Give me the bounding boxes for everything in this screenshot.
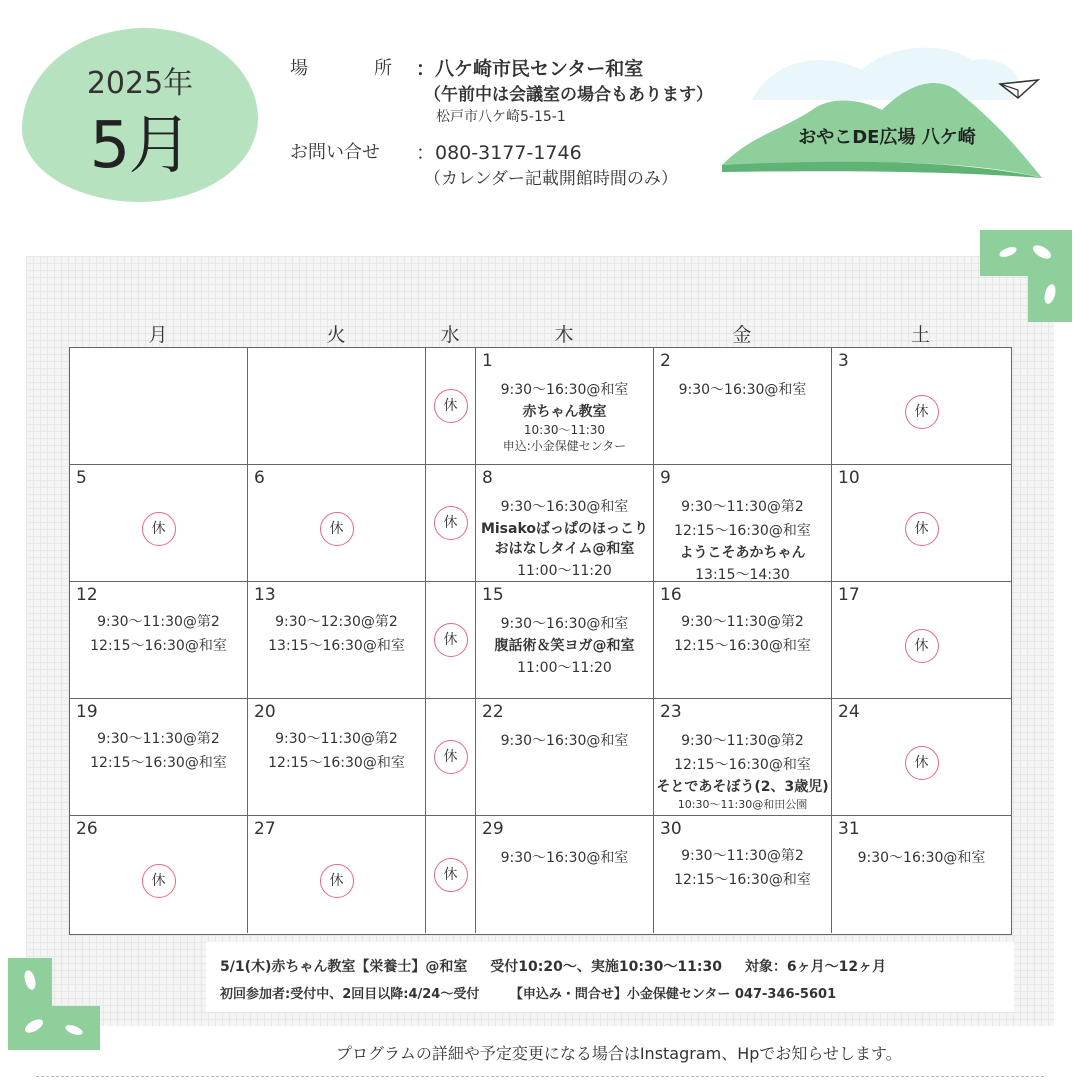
calendar-day-cell — [248, 699, 426, 816]
day-number: 1 — [482, 351, 493, 371]
calendar-day-cell — [248, 816, 426, 933]
day-number: 6 — [254, 468, 265, 488]
schedule-lines — [654, 378, 831, 402]
schedule-line: 9:30〜16:30@和室 — [500, 616, 629, 632]
weekday-fri: 金 — [732, 324, 752, 346]
calendar-grid — [69, 347, 1012, 935]
schedule-line: Misakoばっぱのほっこり — [480, 521, 649, 537]
calendar-day-cell — [654, 582, 832, 699]
schedule-lines — [476, 378, 653, 454]
schedule-line: 9:30〜16:30@和室 — [500, 733, 629, 749]
day-number: 13 — [254, 585, 276, 605]
day-number: 3 — [838, 351, 849, 371]
schedule-lines — [248, 727, 425, 775]
calendar-day-cell — [248, 348, 426, 465]
schedule-line: 13:15〜14:30 — [695, 567, 790, 583]
schedule-line: 申込:小金保健センター — [502, 439, 627, 453]
schedule-line: 12:15〜16:30@和室 — [90, 755, 227, 771]
calendar-day-cell — [476, 465, 654, 582]
closed-badge: 休 — [905, 512, 939, 546]
day-number: 17 — [838, 585, 860, 605]
closed-badge: 休 — [905, 395, 939, 429]
calendar-day-cell — [832, 465, 1011, 582]
weekday-thu: 木 — [554, 324, 574, 346]
day-number: 8 — [482, 468, 493, 488]
month-label: 5月 — [89, 109, 191, 183]
closed-badge: 休 — [142, 864, 176, 898]
contact-phone: ：080-3177-1746 — [416, 142, 582, 164]
calendar-day-cell — [248, 582, 426, 699]
closed-badge: 休 — [142, 512, 176, 546]
schedule-lines — [70, 610, 247, 658]
day-number: 19 — [76, 702, 98, 722]
weekday-tue: 火 — [326, 324, 346, 346]
closed-badge: 休 — [434, 740, 468, 774]
calendar-day-cell — [832, 348, 1011, 465]
notice-reception: 初回参加者:受付中、2回目以降:4/24〜受付 — [220, 987, 480, 1002]
calendar-day-cell — [426, 465, 476, 582]
calendar-day-cell — [426, 348, 476, 465]
divider — [36, 1076, 1044, 1077]
notice-line-2 — [220, 983, 862, 1002]
schedule-line: 9:30〜11:30@第2 — [97, 614, 220, 630]
leaf-decoration-icon — [980, 230, 1072, 322]
schedule-line: 12:15〜16:30@和室 — [674, 757, 811, 773]
calendar-day-cell — [654, 465, 832, 582]
day-number: 22 — [482, 702, 504, 722]
weekday-mon: 月 — [148, 324, 168, 346]
logo-text: おやこDE広場 八ケ崎 — [798, 127, 976, 148]
notice-contact: 【申込み・問合せ】小金保健センター 047-346-5601 — [509, 987, 837, 1002]
schedule-line: 13:15〜16:30@和室 — [268, 638, 405, 654]
schedule-line: 12:15〜16:30@和室 — [674, 638, 811, 654]
closed-badge: 休 — [905, 629, 939, 663]
address: 松戸市八ケ崎5-15-1 — [436, 109, 566, 125]
calendar-day-cell — [70, 699, 248, 816]
schedule-lines — [654, 610, 831, 658]
day-number: 27 — [254, 819, 276, 839]
calendar-day-cell — [70, 348, 248, 465]
notice-time: 受付10:20〜、実施10:30〜11:30 — [490, 959, 722, 975]
schedule-lines — [476, 846, 653, 870]
day-number: 24 — [838, 702, 860, 722]
schedule-line: 9:30〜11:30@第2 — [275, 731, 398, 747]
day-number: 2 — [660, 351, 671, 371]
location-value: ：八ケ崎市民センター和室 — [416, 58, 644, 80]
closed-badge: 休 — [905, 746, 939, 780]
schedule-line: 11:00〜11:20 — [517, 563, 612, 579]
day-number: 23 — [660, 702, 682, 722]
schedule-lines — [476, 495, 653, 583]
notice-line-1 — [220, 956, 904, 976]
schedule-lines — [70, 727, 247, 775]
schedule-line: 11:00〜11:20 — [517, 660, 612, 676]
weekday-wed: 水 — [440, 324, 460, 346]
schedule-line: 12:15〜16:30@和室 — [268, 755, 405, 771]
schedule-lines — [476, 729, 653, 753]
schedule-line: 9:30〜12:30@第2 — [275, 614, 398, 630]
day-number: 26 — [76, 819, 98, 839]
day-number: 9 — [660, 468, 671, 488]
closed-badge: 休 — [434, 623, 468, 657]
schedule-line: 赤ちゃん教室 — [522, 404, 607, 420]
schedule-line: 12:15〜16:30@和室 — [674, 872, 811, 888]
schedule-lines — [654, 729, 831, 813]
day-number: 15 — [482, 585, 504, 605]
notice-event: 5/1(木)赤ちゃん教室【栄養士】@和室 — [220, 959, 468, 975]
calendar-day-cell — [70, 582, 248, 699]
day-number: 20 — [254, 702, 276, 722]
footer-note: プログラムの詳細や予定変更になる場合はInstagram、Hpでお知らせします。 — [336, 1044, 902, 1063]
calendar-day-cell — [426, 699, 476, 816]
location-label-char-2: 所 — [374, 58, 392, 79]
closed-badge: 休 — [320, 864, 354, 898]
schedule-line: 9:30〜11:30@第2 — [97, 731, 220, 747]
day-number: 5 — [76, 468, 87, 488]
calendar-day-cell — [70, 816, 248, 933]
schedule-line: 腹話術＆笑ヨガ@和室 — [494, 638, 635, 654]
schedule-line: 12:15〜16:30@和室 — [674, 523, 811, 539]
schedule-lines — [832, 846, 1011, 870]
notice-box — [206, 942, 1014, 1012]
day-number: 29 — [482, 819, 504, 839]
calendar-day-cell — [70, 465, 248, 582]
schedule-line: 9:30〜16:30@和室 — [678, 382, 807, 398]
day-number: 10 — [838, 468, 860, 488]
schedule-line: 10:30〜11:30@和田公園 — [677, 798, 808, 811]
day-number: 12 — [76, 585, 98, 605]
oyako-hiroba-logo — [712, 40, 1052, 190]
schedule-lines — [476, 612, 653, 680]
year-label: 2025年 — [86, 66, 194, 101]
schedule-line: 9:30〜11:30@第2 — [681, 733, 804, 749]
day-number: 31 — [838, 819, 860, 839]
schedule-lines — [248, 610, 425, 658]
notice-target: 対象：6ヶ月〜12ヶ月 — [744, 959, 887, 975]
leaf-decoration-icon — [8, 958, 100, 1050]
schedule-line: 9:30〜16:30@和室 — [500, 382, 629, 398]
schedule-line: おはなしタイム@和室 — [494, 541, 635, 557]
calendar-day-cell — [426, 582, 476, 699]
calendar-day-cell — [654, 816, 832, 933]
schedule-lines — [654, 495, 831, 587]
closed-badge: 休 — [320, 512, 354, 546]
closed-badge: 休 — [434, 389, 468, 423]
calendar-day-cell — [476, 348, 654, 465]
calendar-day-cell — [832, 816, 1011, 933]
contact-note: （カレンダー記載開館時間のみ） — [424, 169, 678, 189]
calendar-day-cell — [426, 816, 476, 933]
schedule-line: そとであそぼう(2、3歳児) — [656, 779, 829, 795]
calendar-day-cell — [476, 699, 654, 816]
day-number: 16 — [660, 585, 682, 605]
schedule-lines — [654, 844, 831, 892]
calendar-day-cell — [476, 816, 654, 933]
schedule-line: 9:30〜11:30@第2 — [681, 848, 804, 864]
calendar-day-cell — [832, 699, 1011, 816]
schedule-line: 9:30〜11:30@第2 — [681, 614, 804, 630]
contact-label: お問い合せ — [290, 142, 380, 163]
location-note: （午前中は会議室の場合もあります） — [424, 85, 713, 105]
closed-badge: 休 — [434, 506, 468, 540]
weekday-sat: 土 — [910, 324, 930, 346]
calendar-day-cell — [832, 582, 1011, 699]
schedule-line: 9:30〜16:30@和室 — [857, 850, 986, 866]
calendar-day-cell — [476, 582, 654, 699]
calendar-day-cell — [654, 348, 832, 465]
schedule-line: 9:30〜11:30@第2 — [681, 499, 804, 515]
day-number: 30 — [660, 819, 682, 839]
schedule-line: 10:30〜11:30 — [523, 423, 606, 437]
location-label-char-1: 場 — [290, 58, 308, 79]
month-badge — [22, 28, 258, 202]
closed-badge: 休 — [434, 858, 468, 892]
calendar-day-cell — [248, 465, 426, 582]
schedule-line: ようこそあかちゃん — [679, 545, 806, 561]
calendar-day-cell — [654, 699, 832, 816]
schedule-line: 9:30〜16:30@和室 — [500, 499, 629, 515]
schedule-line: 12:15〜16:30@和室 — [90, 638, 227, 654]
schedule-line: 9:30〜16:30@和室 — [500, 850, 629, 866]
